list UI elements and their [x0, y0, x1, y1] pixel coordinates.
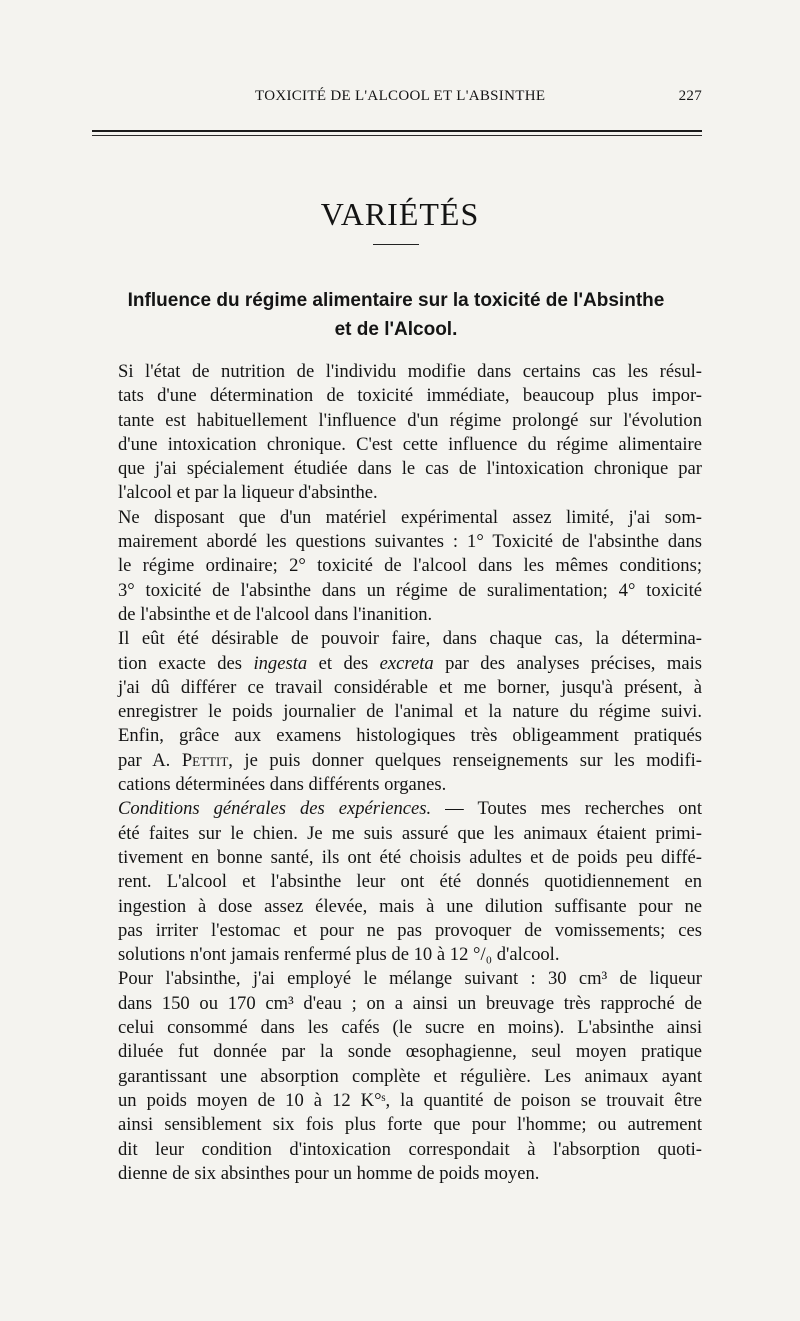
- running-title: TOXICITÉ DE L'ALCOOL ET L'ABSINTHE: [255, 88, 546, 104]
- text-line: ainsi sensiblement six fois plus forte que pour l'homme; ou autrement: [118, 1114, 702, 1136]
- text-line: Enfin, grâce aux examens histologiques très obligeamment pratiqués: [118, 725, 702, 747]
- text-line: ingestion à dose assez élevée, mais à une dilution suffisante pour ne: [118, 895, 702, 917]
- italic-term: excreta: [379, 652, 434, 674]
- text-line: de l'absinthe et de l'alcool dans l'inanition.: [118, 603, 433, 625]
- title-divider: [373, 244, 419, 245]
- text-line: dit leur condition d'intoxication correspondait à l'absorption quoti-: [118, 1138, 702, 1160]
- text-line: celui consommé dans les cafés (le sucre en moins). L'absinthe ainsi: [118, 1017, 702, 1039]
- author-name: Pettit: [181, 749, 229, 771]
- paragraph-5: [90, 967, 702, 1186]
- text-line: solutions n'ont jamais renfermé plus de 10 à 12 °/₀ d'alcool.: [118, 944, 560, 966]
- text-line: Il eût été désirable de pouvoir faire, dans chaque cas, la détermina-: [118, 628, 702, 650]
- paragraph-4: [90, 797, 702, 967]
- text-line: enregistrer le poids journalier de l'animal et la nature du régime suivi.: [118, 701, 702, 723]
- text-line: dienne de six absinthes pour un homme de poids moyen.: [118, 1162, 540, 1184]
- text-line: un poids moyen de 10 à 12 K°ˢ, la quantité de poison se trouvait être: [118, 1089, 702, 1111]
- paragraph-3: [90, 627, 702, 797]
- text-line: Ne disposant que d'un matériel expérimental assez limité, j'ai som-: [118, 506, 702, 528]
- text-line: tante est habituellement l'influence d'un régime prolongé sur l'évolution: [118, 409, 702, 431]
- text-line: dans 150 ou 170 cm³ d'eau ; on a ainsi un breuvage très rapproché de: [118, 992, 702, 1014]
- text-line: Conditions générales des expériences. — Toutes mes recherches ont: [118, 798, 702, 820]
- text-line: tats d'une détermination de toxicité immédiate, beaucoup plus impor-: [118, 385, 702, 407]
- text-line: d'une intoxication chronique. C'est cette influence du régime alimentaire: [118, 433, 702, 455]
- article-title: [90, 286, 702, 344]
- text-line: Pour l'absinthe, j'ai employé le mélange suivant : 30 cm³ de liqueur: [118, 968, 702, 990]
- italic-term: ingesta: [253, 652, 308, 674]
- subsection-heading: Conditions générales des expériences.: [118, 798, 432, 820]
- text-line: tion exacte des ingesta et des excreta par des analyses précises, mais: [118, 652, 702, 674]
- page-number: 227: [678, 88, 702, 104]
- text-line: diluée fut donnée par la sonde œsophagienne, seul moyen pratique: [118, 1041, 702, 1063]
- section-title: VARIÉTÉS: [320, 196, 480, 232]
- text-line: cations déterminées dans différents organes.: [118, 774, 447, 796]
- text-line: garantissant une absorption complète et régulière. Les animaux ayant: [118, 1065, 702, 1087]
- paragraph-1: [90, 360, 702, 506]
- text-line: j'ai dû différer ce travail considérable et me borner, jusqu'à présent, à: [118, 676, 702, 698]
- text-line: par A. Pettit, je puis donner quelques renseignements sur les modifi-: [118, 749, 702, 771]
- text-line: Si l'état de nutrition de l'individu modifie dans certains cas les résul-: [118, 361, 702, 382]
- text-line: tivement en bonne santé, ils ont été choisis adultes et de poids peu diffé-: [118, 846, 702, 868]
- text-line: 3° toxicité de l'absinthe dans un régime de suralimentation; 4° toxicité: [118, 579, 702, 601]
- article-title-line-2: et de l'Alcool.: [334, 319, 458, 340]
- text-line: mairement abordé les questions suivantes : 1° Toxicité de l'absinthe dans: [118, 531, 702, 553]
- text-line: été faites sur le chien. Je me suis assuré que les animaux étaient primi-: [118, 822, 702, 844]
- text-line: le régime ordinaire; 2° toxicité de l'alcool dans les mêmes conditions;: [118, 555, 702, 577]
- text-line: l'alcool et par la liqueur d'absinthe.: [118, 482, 378, 504]
- article-title-line-1: Influence du régime alimentaire sur la toxicité de l'Absinthe: [127, 290, 665, 311]
- text-line: pas irriter l'estomac et pour ne pas provoquer de vomissements; ces: [118, 919, 702, 941]
- article-body: [90, 360, 702, 1186]
- header-rule-thin: [92, 135, 702, 136]
- text-line: rent. L'alcool et l'absinthe leur ont été donnés quotidiennement en: [118, 871, 702, 893]
- text-line: que j'ai spécialement étudiée dans le cas de l'intoxication chronique par: [118, 458, 702, 480]
- paragraph-2: [90, 506, 702, 627]
- header-rule-thick: [92, 130, 702, 132]
